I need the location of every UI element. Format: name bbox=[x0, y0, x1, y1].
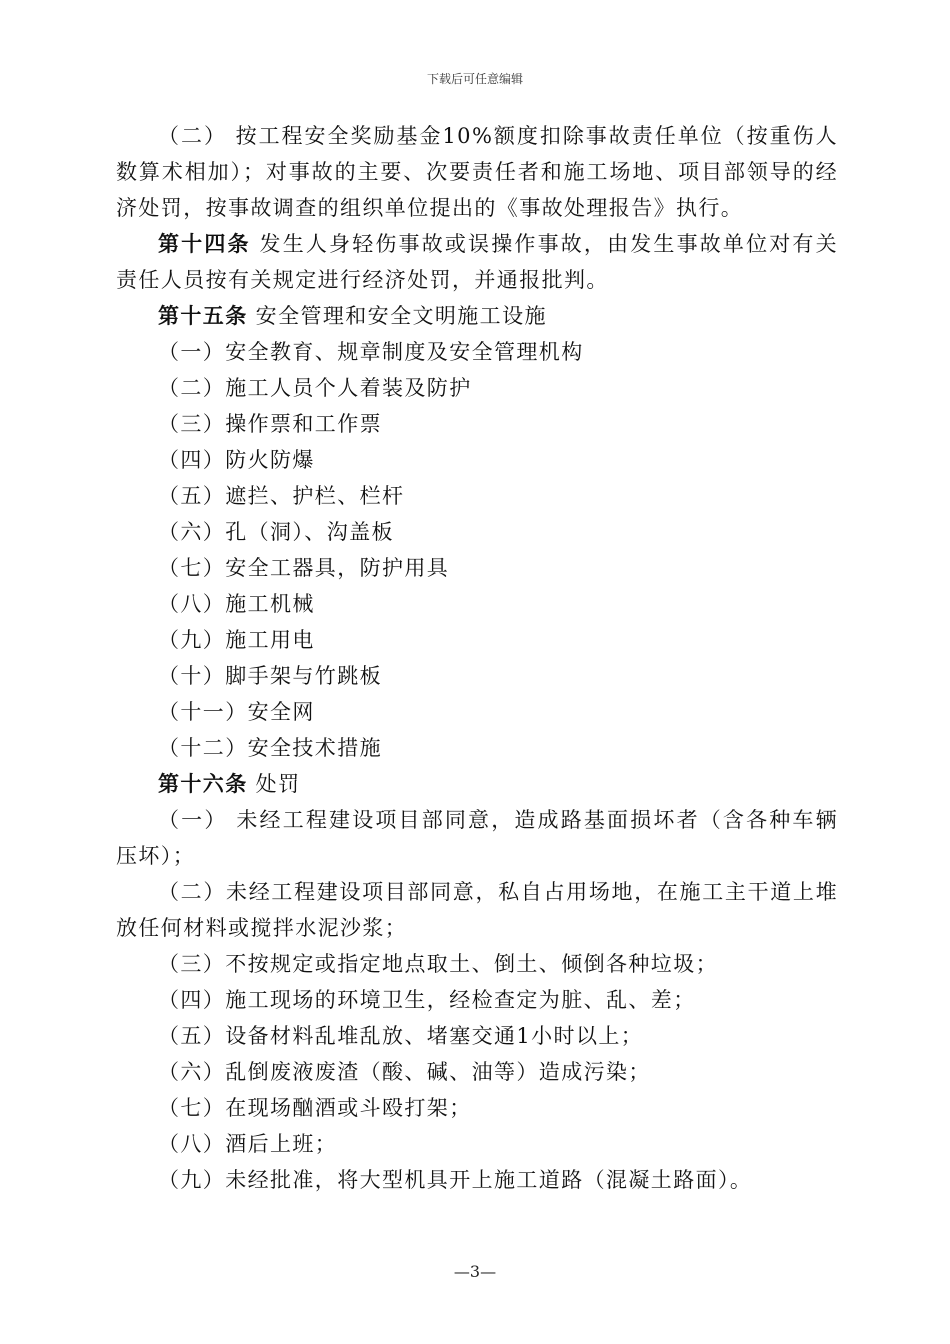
article-16-item: （九）未经批准，将大型机具开上施工道路（混凝土路面）。 bbox=[158, 1168, 753, 1192]
article-15-item: （四）防火防爆 bbox=[158, 448, 315, 472]
article-15-item: （二）施工人员个人着装及防护 bbox=[158, 376, 472, 400]
page-number: —3— bbox=[453, 1262, 497, 1281]
article-16 bbox=[116, 766, 838, 802]
article-16-heading: 第十六条 bbox=[158, 771, 248, 796]
article-15-item: （十一）安全网 bbox=[158, 700, 315, 724]
article-15-item: （一）安全教育、规章制度及安全管理机构 bbox=[158, 340, 584, 364]
article-15-item: （十二）安全技术措施 bbox=[158, 736, 382, 760]
article-16-item: （六）乱倒废液废渣（酸、碱、油等）造成污染； bbox=[158, 1060, 651, 1084]
article-15-item: （十）脚手架与竹跳板 bbox=[158, 664, 382, 688]
article-15-item: （九）施工用电 bbox=[158, 628, 315, 652]
article-16-item: （五）设备材料乱堆乱放、堵塞交通1小时以上； bbox=[158, 1024, 644, 1048]
article-14-text: 发生人身轻伤事故或误操作事故，由发生事故单位对有关责任人员按有关规定进行经济处罚，并通报批判。 bbox=[116, 232, 838, 292]
article-16-item: （八）酒后上班； bbox=[158, 1132, 338, 1156]
paragraph-item-2: （二） 按工程安全奖励基金10%额度扣除事故责任单位（按重伤人数算术相加）；对事故的主要、次要责任者和施工场地、项目部领导的经济处罚，按事故调查的组织单位提出的《事故处理报告》执行。 bbox=[116, 124, 838, 220]
article-16-item: （一） 未经工程建设项目部同意，造成路基面损坏者（含各种车辆压坏）； bbox=[116, 808, 838, 868]
article-15-item: （七）安全工器具，防护用具 bbox=[158, 556, 450, 580]
page-header: 下载后可任意编辑 bbox=[426, 72, 523, 86]
article-14-heading: 第十四条 bbox=[158, 231, 251, 256]
document-body bbox=[116, 118, 838, 1198]
article-16-item: （七）在现场酗酒或斗殴打架； bbox=[158, 1096, 472, 1120]
article-16-item: （四）施工现场的环境卫生，经检查定为脏、乱、差； bbox=[158, 988, 696, 1012]
article-15-text: 安全管理和安全文明施工设施 bbox=[247, 304, 547, 328]
article-15-item: （八）施工机械 bbox=[158, 592, 315, 616]
article-16-item: （三）不按规定或指定地点取土、倒土、倾倒各种垃圾； bbox=[158, 952, 718, 976]
article-14 bbox=[116, 226, 838, 298]
article-15-item: （五）遮拦、护栏、栏杆 bbox=[158, 484, 405, 508]
article-16-text: 处罚 bbox=[247, 772, 301, 796]
article-15-heading: 第十五条 bbox=[158, 303, 248, 328]
article-15 bbox=[116, 298, 838, 334]
article-15-item: （三）操作票和工作票 bbox=[158, 412, 382, 436]
article-16-item: （二）未经工程建设项目部同意，私自占用场地，在施工主干道上堆放任何材料或搅拌水泥沙浆； bbox=[116, 880, 838, 940]
article-15-item: （六）孔（洞）、沟盖板 bbox=[158, 520, 394, 544]
